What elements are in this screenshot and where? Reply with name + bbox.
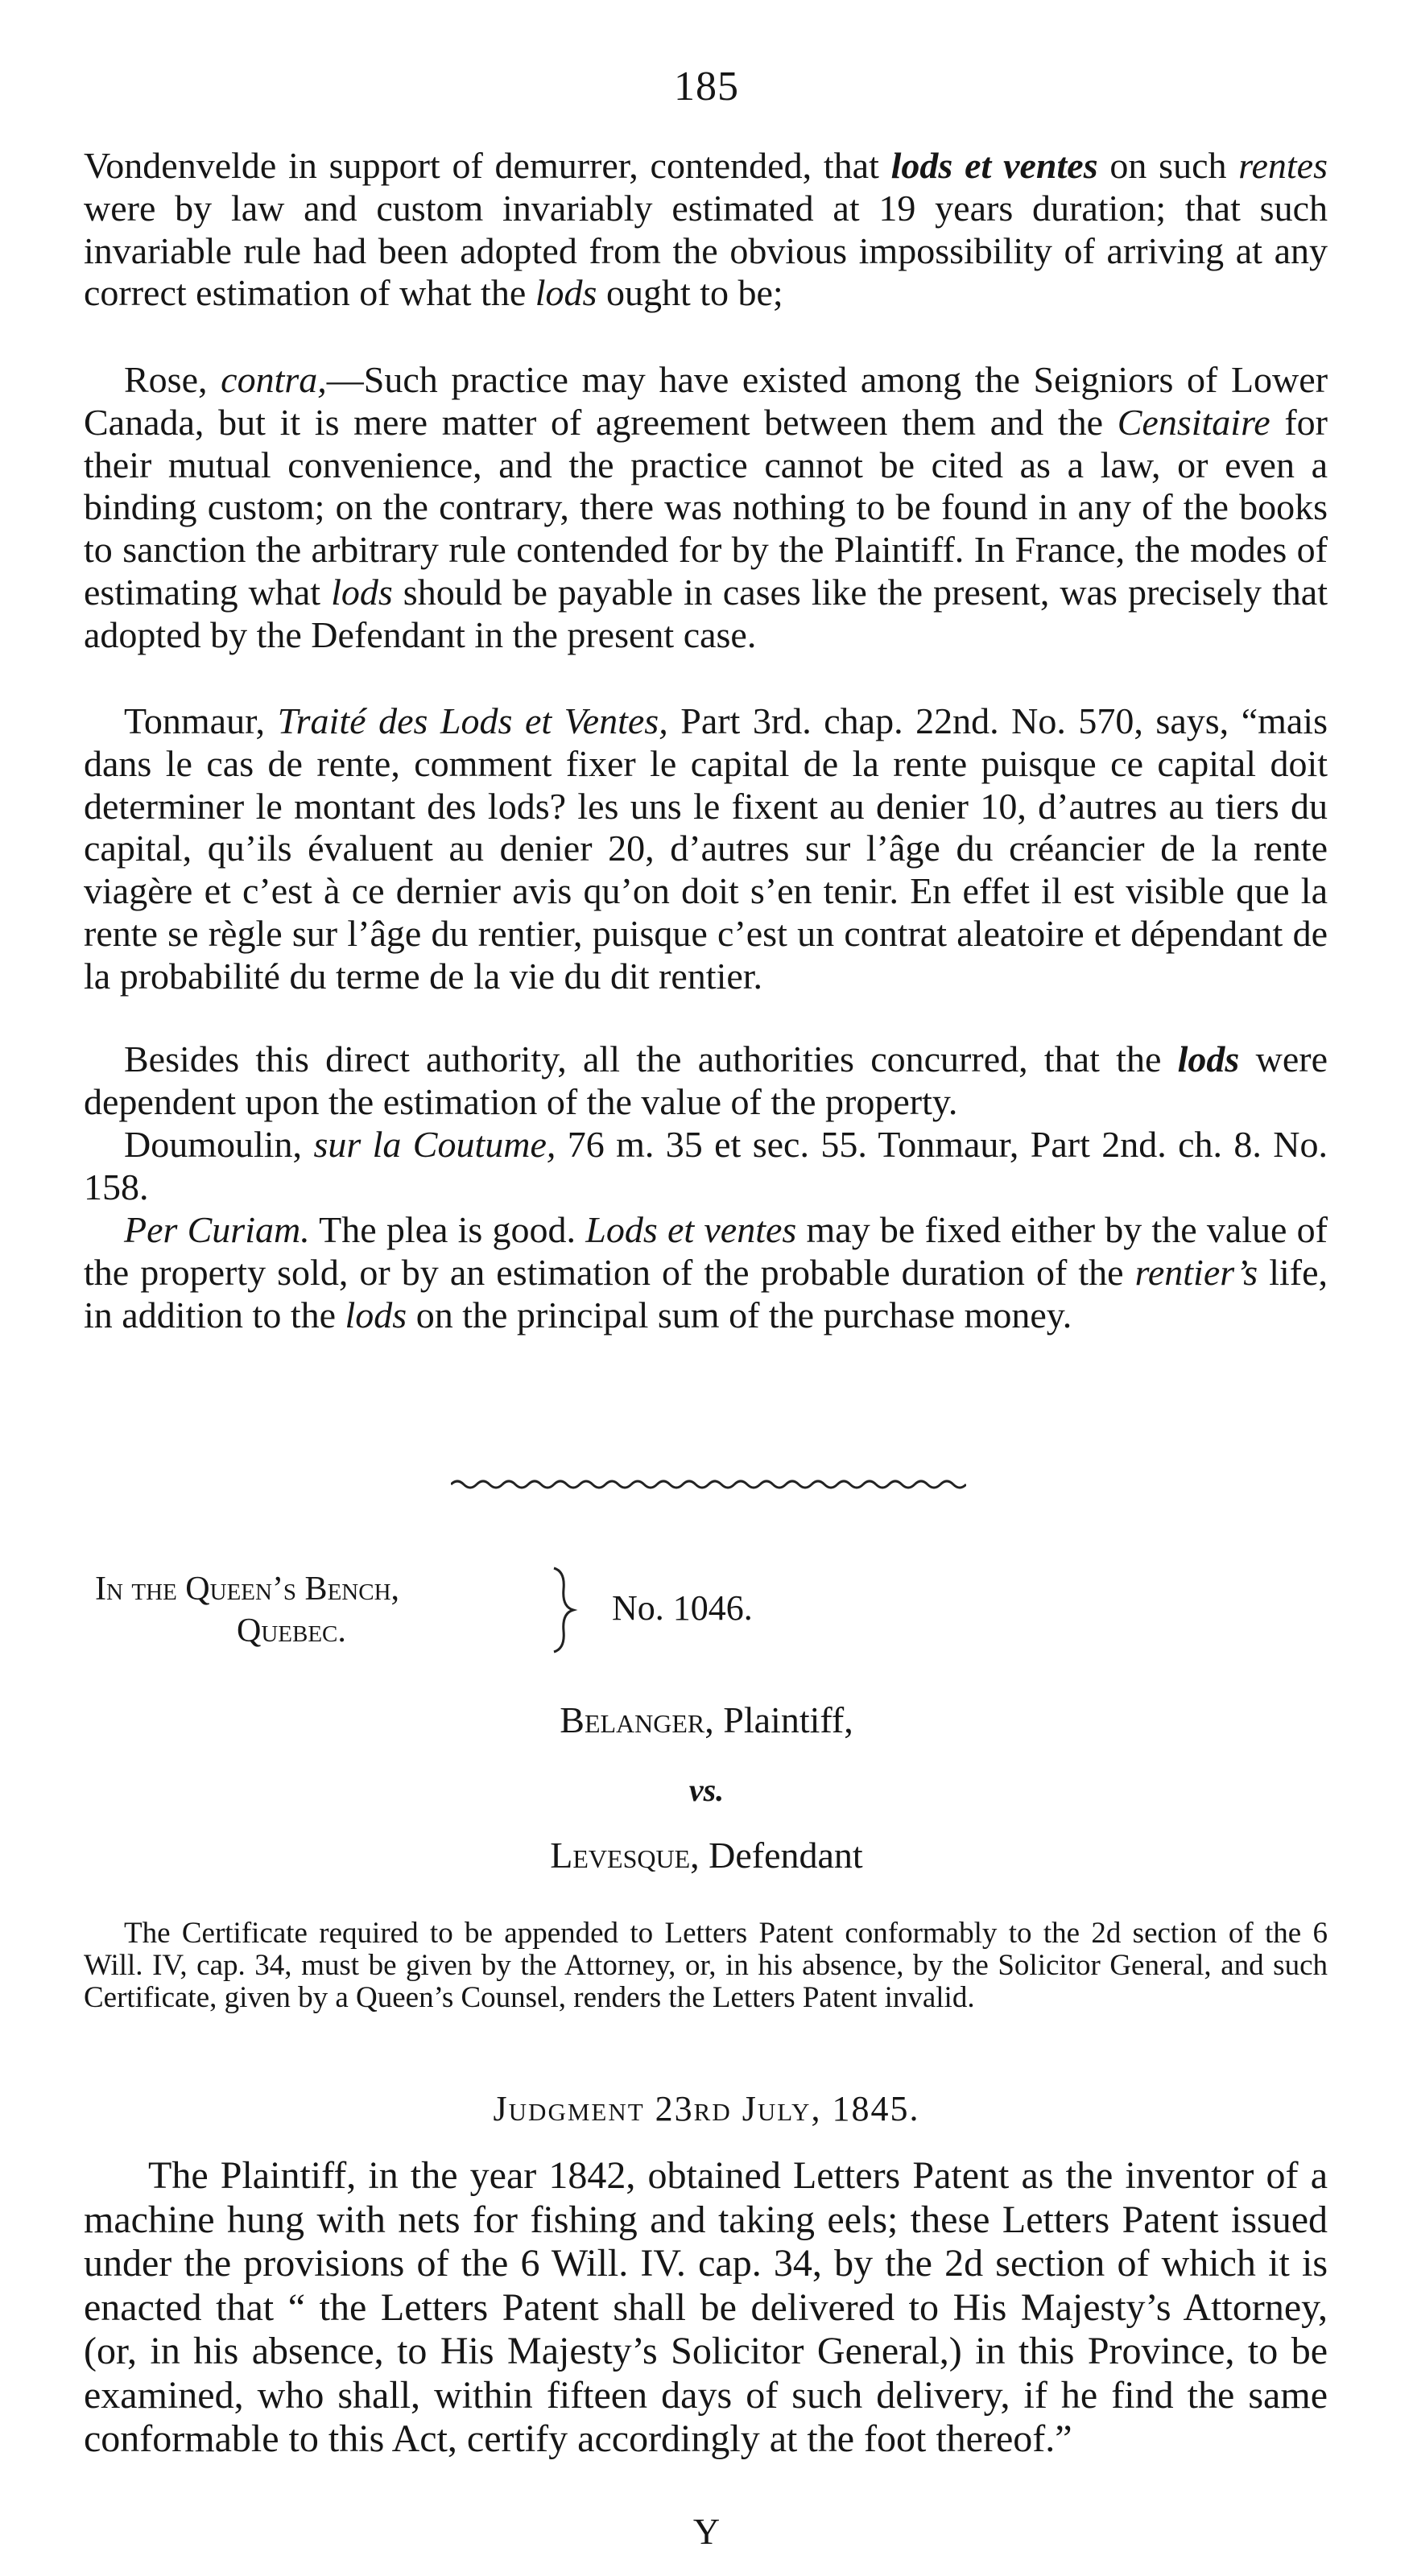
court-line-1: In the Queen’s Bench, [95, 1571, 400, 1608]
text-run: may be fixed either by the value of the property sold, or by an estimation of the probable duration of the [84, 1209, 1328, 1293]
term-rentier: rentier’s [1134, 1251, 1258, 1293]
plaintiff-line [0, 1699, 1413, 1741]
contra: contra, [221, 359, 327, 400]
text-run: life, in addition to the [84, 1251, 1328, 1335]
counsel-name: Rose, [124, 359, 221, 400]
ruling-paragraph [84, 1209, 1328, 1336]
text-run: on the principal sum of the purchase money. [407, 1294, 1072, 1335]
headnote: The Certificate required to be appended to Letters Patent conformably to the 2d section of the 6 Will. IV, cap. 34, must be given by the Attorney, or, in his absence, by the Solicitor General, and such Certificate, given by a Queen’s Counsel, renders the Letters Patent invalid. [84, 1917, 1328, 2014]
term-lods-et-ventes: Lods et ventes [585, 1209, 797, 1250]
argument-paragraph [84, 145, 1328, 315]
text-run: should be payable in cases like the present, was precisely that adopted by the Defendant in the present case. [84, 571, 1328, 655]
defendant-name: Levesque, [550, 1835, 700, 1876]
term-lods: lods [345, 1294, 407, 1335]
court-name [95, 1568, 399, 1652]
work-title: sur la Coutume, [313, 1124, 556, 1165]
text-run: ndenvelde in support of demurrer, contended, that [124, 145, 891, 186]
opinion-paragraph: The Plaintiff, in the year 1842, obtained Letters Patent as the inventor of a machine hung with nets for fishing and taking eels; these Letters Patent issued under the provisions of the 6 Will. IV. cap. 34, by the 2d section of which it is enacted that “ the Letters Patent shall be delivered to His Majesty’s Attorney, (or, in his absence, to His Majesty’s Solicitor General,) in this Province, to be examined, who shall, within fifteen days of such delivery, if he find the same conformable to this Act, certify accordingly at the foot thereof.” [84, 2154, 1328, 2460]
plaintiff-name: Belanger, [560, 1699, 714, 1740]
versus: vs. [688, 1772, 725, 1808]
author-name: Doumoulin, [124, 1124, 314, 1165]
text-run: ought to be; [597, 272, 783, 314]
plaintiff-role: Plaintiff, [713, 1699, 853, 1740]
references-paragraph [84, 1124, 1328, 1209]
term-censitaire: Censitaire [1117, 401, 1270, 443]
judgment-date: Judgment 23rd July, 1845. [493, 2089, 920, 2128]
term-lods: lods [535, 272, 597, 314]
quoted-text: Part 3rd. chap. 22nd. No. 570, says, “mais dans le cas de rente, comment fixer le capital de la rente puisque ce capital doit determiner le montant des lods? les uns le fixent au denier 10, d’autres au tiers du capital, qu’ils évaluent au denier 20, d’autres sur l’âge du créancier de la rente viagère et c’est à ce dernier avis qu’on doit s’en tenir. En effet il est visible que la rente se règle sur l’âge du rentier, puisque c’est un contrat aleatoire et dépendant de la probabilité du terme de la vie du dit rentier. [84, 700, 1328, 997]
term-lods-et-ventes: lods et ventes [890, 145, 1098, 186]
ornamental-divider [451, 1473, 966, 1496]
court-line-2: Quebec. [237, 1612, 346, 1649]
term-rentes: rentes [1238, 145, 1328, 186]
term-lods: lods [1177, 1038, 1240, 1080]
rebuttal-paragraph [84, 359, 1328, 657]
term-lods: lods [331, 571, 393, 613]
per-curiam: Per Curiam. [124, 1209, 310, 1250]
case-number: No. 1046. [612, 1588, 753, 1628]
signature-mark: Y [692, 2511, 721, 2552]
text-run: were by law and custom invariably estimated at 19 years duration; that such invariable rule had been adopted from the obvious impossibility of arriving at any correct estimation of what the [84, 187, 1328, 314]
text-run: The plea is good. [309, 1209, 586, 1250]
text-run: Besides this direct authority, all the authorities concurred, that the [124, 1038, 1178, 1080]
brace-icon [549, 1565, 578, 1655]
text-run: on such [1097, 145, 1239, 186]
citation-paragraph [84, 700, 1328, 998]
text-run: for their mutual convenience, and the practice cannot be cited as a law, or even a binding custom; on the contrary, there was nothing to be found in any of the books to sanction the arbitrary rule contended for by the Plaintiff. In France, the modes of estimating what [84, 401, 1328, 613]
defendant-line [0, 1834, 1413, 1876]
text-run: were dependent upon the estimation of the value of the property. [84, 1038, 1328, 1122]
author-name: Tonmaur, [124, 700, 278, 741]
text-run: 76 m. 35 et sec. 55. Tonmaur, Part 2nd. ch. 8. No. 158. [84, 1124, 1328, 1208]
authority-paragraph [84, 1038, 1328, 1124]
page-number: 185 [674, 64, 739, 109]
defendant-role: Defendant [699, 1835, 863, 1876]
text-run: Vo [84, 145, 125, 186]
work-title: Traité des Lods et Ventes, [277, 700, 668, 741]
text-run: —Such practice may have existed among the Seigniors of Lower Canada, but it is mere matter of agreement between them and the [84, 359, 1328, 443]
